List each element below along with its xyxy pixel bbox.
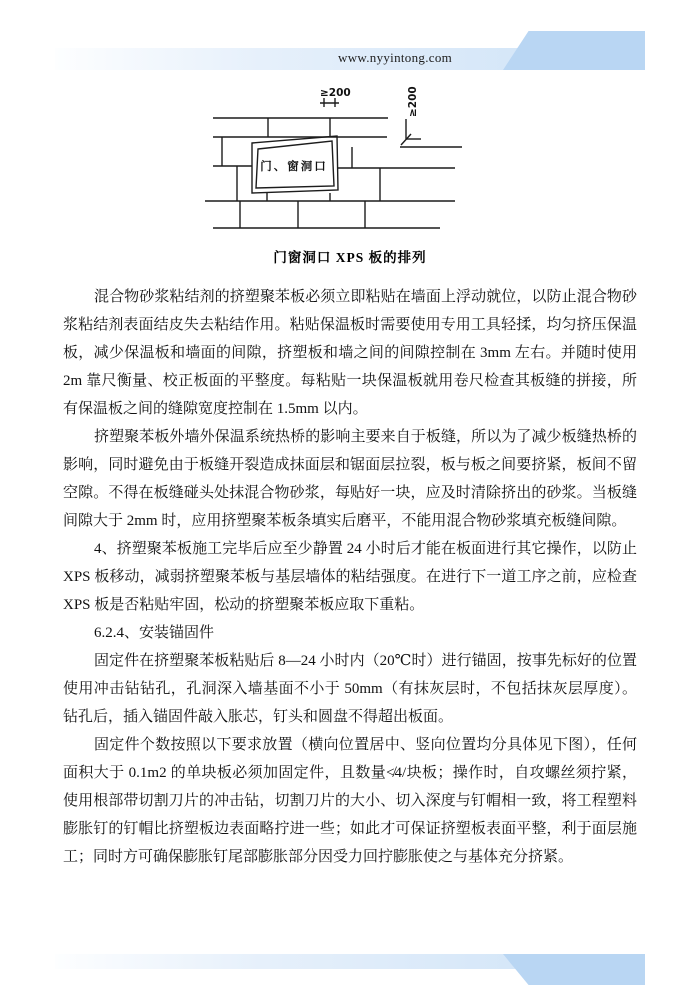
opening bbox=[252, 136, 338, 193]
paragraph-1: 混合物砂浆粘结剂的挤塑聚苯板必须立即粘贴在墙面上浮动就位，以防止混合物砂浆粘结剂表面结皮失去粘结作用。粘贴保温板时需要使用专用工具轻揉，均匀挤压保温板，减少保温板和墙面的间隙，挤塑板和墙之间的间隙控制在 3mm 左右。并随时使用 2m 靠尺衡量、校正板面的平整度。每粘贴一块保温板就用卷尺检查其板缝的拼接，所有保温板之间的缝隙宽度控制在 1.5mm 以内。 bbox=[63, 289, 637, 417]
xps-board-diagram bbox=[195, 82, 470, 244]
dimension-right-label: ≥200 bbox=[407, 86, 419, 117]
document-body bbox=[63, 283, 637, 871]
site-url: www.nyyintong.com bbox=[338, 50, 453, 65]
dimension-right bbox=[401, 86, 421, 145]
figure-caption: 门窗洞口 XPS 板的排列 bbox=[273, 250, 427, 265]
header-corner-shape bbox=[503, 31, 645, 70]
paragraph-6: 固定件个数按照以下要求放置（横向位置居中、竖向位置均分具体见下图），任何面积大于 0.1m2 的单块板必须加固定件，且数量≮4/块板；操作时，自攻螺丝须拧紧，使用根部带切割刀片的冲击钻，切割刀片的大小、切入深度与钉帽相一致，将工程塑料膨胀钉的钉帽比挤塑板边表面略拧进一些；如此才可保证挤塑板表面平整，利于面层施工；同时方可确保膨胀钉尾部膨胀部分因受力回拧膨胀使之与基体充分挤紧。 bbox=[63, 737, 637, 865]
paragraph-5: 固定件在挤塑聚苯板粘贴后 8—24 小时内（20℃时）进行锚固，按事先标好的位置使用冲击钻钻孔，孔洞深入墙基面不小于 50mm（有抹灰层时，不包括抹灰层厚度）。钻孔后，插入锚固件敲入胀芯，钉头和圆盘不得超出板面。 bbox=[63, 653, 637, 725]
section-heading-624: 6.2.4、安装锚固件 bbox=[94, 625, 215, 641]
paragraph-2: 挤塑聚苯板外墙外保温系统热桥的影响主要来自于板缝，所以为了减少板缝热桥的影响，同时避免由于板缝开裂造成抹面层和锯面层拉裂，板与板之间要挤紧，板间不留空隙。不得在板缝碰头处抹混合物砂浆，每贴好一块，应及时清除挤出的砂浆。当板缝间隙大于 2mm 时，应用挤塑聚苯板条填实后磨平，不能用混合物砂浆填充板缝间隙。 bbox=[63, 429, 637, 529]
paragraph-3: 4、挤塑聚苯板施工完毕后应至少静置 24 小时后才能在板面进行其它操作，以防止 XPS 板移动，减弱挤塑聚苯板与基层墙体的粘结强度。在进行下一道工序之前，应检查 XPS 板是否粘贴牢固，松动的挤塑聚苯板应取下重粘。 bbox=[63, 541, 637, 613]
opening-label: 门、窗洞口 bbox=[260, 159, 328, 173]
footer-corner-shape bbox=[503, 954, 645, 985]
dimension-top bbox=[320, 87, 351, 107]
dimension-top-label: ≥200 bbox=[320, 87, 351, 99]
